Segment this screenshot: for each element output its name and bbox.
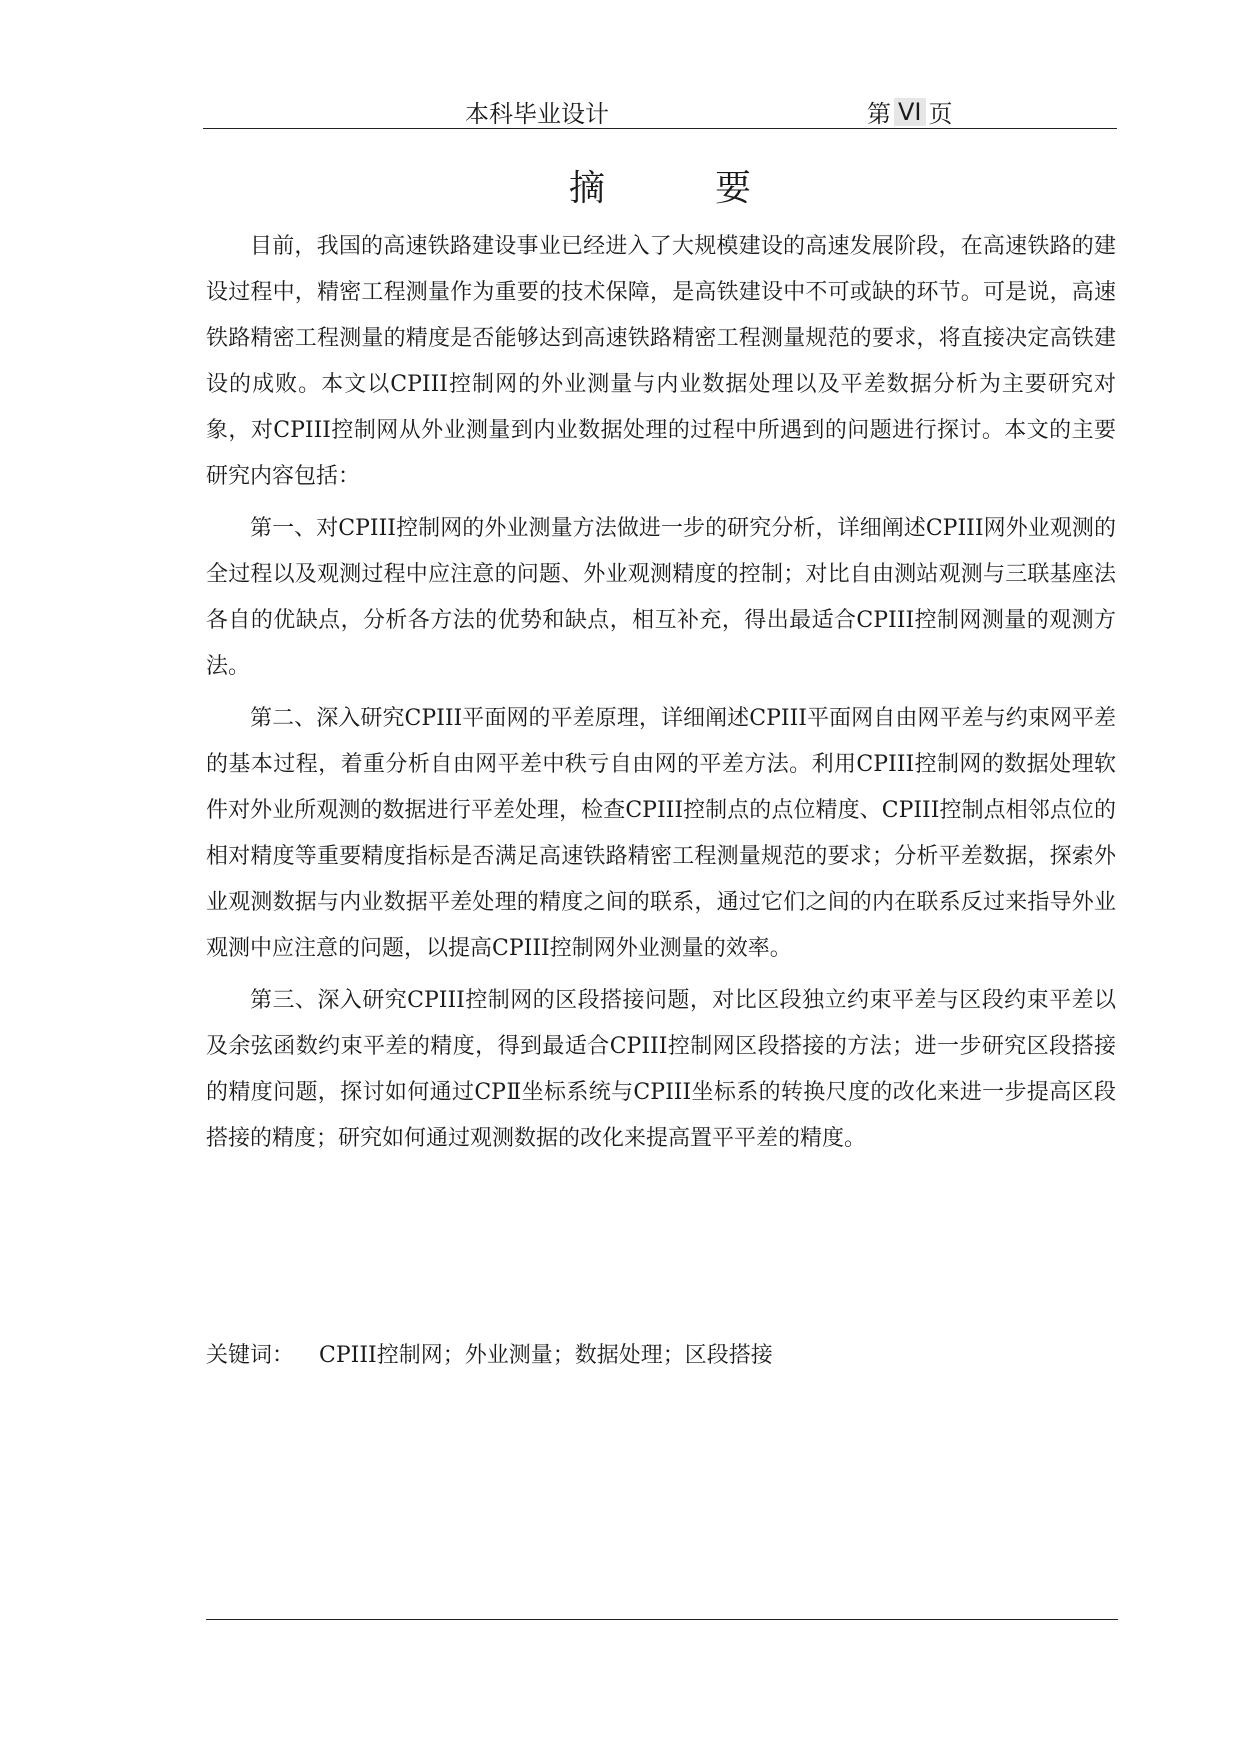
footer-divider <box>206 1619 1118 1620</box>
header-thesis-type: 本科毕业设计 <box>465 100 609 128</box>
paragraph-first: 第一、对CPIII控制网的外业测量方法做进一步的研究分析，详细阐述CPIII网外业观测的全过程以及观测过程中应注意的问题、外业观测精度的控制；对比自由测站观测与三联基座法各自的优缺点，分析各方法的优势和缺点，相互补充，得出最适合CPIII控制网测量的观测方法。 <box>206 516 1116 679</box>
paragraph-intro: 目前，我国的高速铁路建设事业已经进入了大规模建设的高速发展阶段，在高速铁路的建设过程中，精密工程测量作为重要的技术保障，是高铁建设中不可或缺的环节。可是说，高速铁路精密工程测量的精度是否能够达到高速铁路精密工程测量规范的要求，将直接决定高铁建设的成败。本文以CPIII控制网的外业测量与内业数据处理以及平差数据分析为主要研究对象，对CPIII控制网从外业测量到内业数据处理的过程中所遇到的问题进行探讨。本文的主要研究内容包括： <box>206 234 1116 489</box>
page-prefix: 第 <box>867 100 891 128</box>
header-page-label <box>867 94 953 129</box>
page-number: VI <box>894 98 926 126</box>
page-suffix: 页 <box>928 100 953 128</box>
header-divider <box>203 128 1117 129</box>
keywords-value: CPIII控制网；外业测量；数据处理；区段搭接 <box>319 1343 773 1368</box>
abstract-body <box>206 224 1116 1168</box>
paragraph-second: 第二、深入研究CPIII平面网的平差原理，详细阐述CPIII平面网自由网平差与约束网平差的基本过程，着重分析自由网平差中秩亏自由网的平差方法。利用CPIII控制网的数据处理软件对外业所观测的数据进行平差处理，检查CPIII控制点的点位精度、CPIII控制点相邻点位的相对精度等重要精度指标是否满足高速铁路精密工程测量规范的要求；分析平差数据，探索外业观测数据与内业数据平差处理的精度之间的联系，通过它们之间的内在联系反过来指导外业观测中应注意的问题，以提高CPIII控制网外业测量的效率。 <box>206 706 1116 961</box>
keywords-line <box>206 1336 1116 1376</box>
abstract-title: 摘要 <box>568 168 861 209</box>
page-header <box>203 88 1117 128</box>
paragraph-third: 第三、深入研究CPIII控制网的区段搭接问题，对比区段独立约束平差与区段约束平差以及余弦函数约束平差的精度，得到最适合CPIII控制网区段搭接的方法；进一步研究区段搭接的精度问题，探讨如何通过CPⅡ坐标系统与CPIII坐标系的转换尺度的改化来进一步提高区段搭接的精度；研究如何通过观测数据的改化来提高置平平差的精度。 <box>206 988 1116 1151</box>
keywords-label: 关键词： <box>206 1343 295 1368</box>
